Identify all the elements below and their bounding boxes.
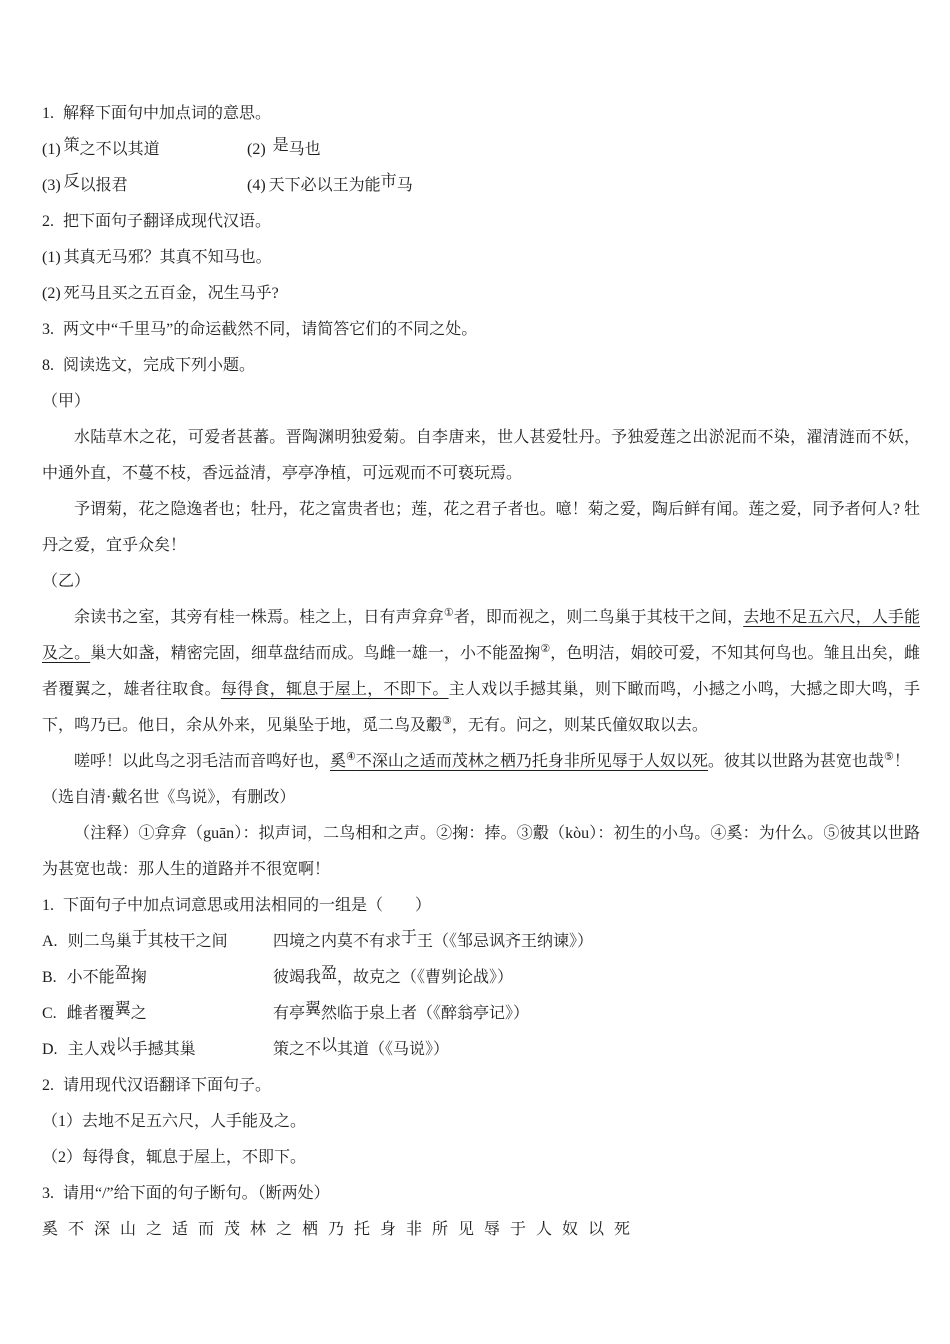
note-marker-3: ③ — [442, 715, 452, 727]
passage-source: （选自清·戴名世《鸟说》，有删改） — [42, 789, 296, 806]
item-number: （2） — [42, 1149, 83, 1166]
text-segment: ！ — [893, 753, 910, 770]
q1-item-1 — [42, 132, 247, 168]
phrase-segment: 以报君 — [79, 177, 128, 194]
underlined-sentence-2: 每得食，辄息于屋上，不即下。 — [220, 681, 449, 698]
item-number: (2) — [42, 285, 61, 302]
text-segment: 余读书之室，其旁有桂一株焉。桂之上，日有声弇弇 — [74, 609, 444, 626]
phrase-segment: 天下必以王为能 — [268, 177, 381, 194]
option-c-row — [42, 996, 920, 1032]
item-text: 每得食，辄息于屋上，不即下。 — [82, 1149, 307, 1166]
emphasized-char: 翼 — [305, 1001, 322, 1018]
text-segment: ，无有。问之，则某氏僮奴取以去。 — [451, 717, 708, 734]
text-segment: 嗟呼！以此鸟之羽毛洁而音鸣好也， — [74, 753, 331, 770]
yi-paragraph-1 — [42, 600, 920, 744]
phrase-segment: 有亭 — [273, 1005, 306, 1022]
emphasized-char: 盈 — [114, 965, 131, 982]
option-letter: B. — [42, 969, 57, 986]
phrase-segment: 四境之内莫不有求 — [273, 933, 402, 950]
sub-question-1 — [42, 888, 920, 924]
option-c-right — [273, 996, 920, 1032]
phrase-segment: 其枝干之间 — [147, 933, 228, 950]
option-a-row — [42, 924, 920, 960]
question-text: 阅读选文，完成下列小题。 — [63, 357, 256, 374]
item-number: (1) — [42, 249, 61, 266]
item-text: 其真无马邪？其真不知马也。 — [63, 249, 272, 266]
option-letter: A. — [42, 933, 58, 950]
option-a-right — [273, 924, 920, 960]
item-text: 去地不足五六尺，人手能及之。 — [82, 1113, 307, 1130]
punctuation-sentence: 奚不深山之适而茂林之栖乃托身非所见辱于人奴以死 — [42, 1221, 641, 1238]
sub-question-2 — [42, 1068, 920, 1104]
q1-item-3 — [42, 168, 247, 204]
emphasized-char: 反 — [63, 173, 80, 190]
sub-question-3 — [42, 1176, 920, 1212]
note-marker-4: ④ — [346, 751, 356, 763]
emphasized-char: 于 — [401, 929, 418, 946]
option-d-left — [42, 1032, 273, 1068]
text-segment: 巢大如盏，精密完固，细草盘结而成。鸟雌一雄一，小不能盈掬 — [90, 645, 541, 662]
question-text: 请用“/”给下面的句子断句。（断两处） — [63, 1185, 330, 1202]
passage-notes: （注释）①弇弇（guān）：拟声词，二鸟相和之声。②掬：捧。③鷇（kòu）：初生的小鸟。④奚：为什么。⑤彼其以世路为甚宽也哉：那人生的道路并不很宽啊！ — [42, 825, 920, 878]
option-b-row — [42, 960, 920, 996]
phrase-segment: 然临于泉上者（《醉翁亭记》） — [321, 1005, 530, 1022]
question-1 — [42, 96, 920, 132]
option-d-row — [42, 1032, 920, 1068]
q1-items-row-1 — [42, 132, 920, 168]
item-number: (3) — [42, 177, 61, 194]
jia-paragraph-2: 予谓菊，花之隐逸者也；牡丹，花之富贵者也；莲，花之君子者也。噫！菊之爱，陶后鲜有闻。莲之爱，同予者何人? 牡丹之爱，宜乎众矣！ — [42, 501, 920, 554]
passage-yi-label: （乙） — [42, 573, 91, 590]
emphasized-char: 是 — [272, 137, 289, 154]
emphasized-char: 翼 — [114, 1001, 131, 1018]
jia-paragraph-1: 水陆草木之花，可爱者甚蕃。晋陶渊明独爱菊。自李唐来，世人甚爱牡丹。予独爱莲之出淤泥而不染，濯清涟而不妖，中通外直，不蔓不枝，香远益清，亭亭净植，可远观而不可亵玩焉。 — [42, 429, 920, 482]
phrase-segment: 主人戏 — [67, 1041, 116, 1058]
q2-item-2 — [42, 276, 920, 312]
option-letter: C. — [42, 1005, 57, 1022]
question-3 — [42, 312, 920, 348]
text-segment: 不深山之适而茂林之栖乃托身非所见辱于人奴以死 — [355, 753, 708, 770]
sub-q2-item-1 — [42, 1104, 920, 1140]
phrase-segment: 掬 — [130, 969, 147, 986]
yi-paragraph-2 — [42, 744, 920, 780]
emphasized-char: 以 — [115, 1037, 132, 1054]
question-2 — [42, 204, 920, 240]
q1-item-2 — [247, 132, 920, 168]
phrase-segment: 之 — [130, 1005, 147, 1022]
text-segment: 者，即而视之，则二鸟巢于其枝干之间， — [453, 609, 744, 626]
question-8 — [42, 348, 920, 384]
note-marker-1: ① — [443, 607, 454, 619]
question-number: 2. — [42, 1077, 54, 1094]
option-d-right — [273, 1032, 920, 1068]
emphasized-char: 于 — [131, 929, 148, 946]
option-letter: D. — [42, 1041, 58, 1058]
note-marker-2: ② — [540, 643, 551, 655]
option-a-left — [42, 924, 273, 960]
emphasized-char: 市 — [380, 173, 397, 190]
q2-item-1 — [42, 240, 920, 276]
question-text: 两文中“千里马”的命运截然不同，请简答它们的不同之处。 — [63, 321, 478, 338]
question-number: 1. — [42, 897, 54, 914]
phrase-segment: 则二鸟巢 — [67, 933, 132, 950]
question-number: 3. — [42, 1185, 54, 1202]
phrase-segment: 王（《邹忌讽齐王纳谏》） — [417, 933, 594, 950]
item-number: (1) — [42, 141, 61, 158]
question-text: 下面句子中加点词意思或用法相同的一组是（ ） — [63, 897, 432, 914]
item-number: （1） — [42, 1113, 83, 1130]
underlined-sentence-1: 去地不足五六尺，人手能及之。 — [42, 609, 920, 662]
item-number: (4) — [247, 177, 266, 194]
text-segment: 。彼其以世路为甚宽也哉 — [707, 753, 884, 770]
item-text: 死马且买之五百金，况生马乎? — [63, 285, 279, 302]
q1-item-4 — [247, 168, 920, 204]
emphasized-char: 策 — [63, 137, 80, 154]
emphasized-char: 盈 — [321, 965, 338, 982]
phrase-segment: 之不以其道 — [79, 141, 160, 158]
option-b-right — [273, 960, 920, 996]
text-segment: 奚 — [330, 753, 347, 770]
text-segment: ，色明洁，娟皎可爱，不知其何鸟也。雏且出矣，雌者覆翼之，雄者往取食。 — [42, 645, 920, 698]
option-c-left — [42, 996, 273, 1032]
question-number: 1. — [42, 105, 54, 122]
sub-q2-item-2 — [42, 1140, 920, 1176]
emphasized-char: 以 — [321, 1037, 338, 1054]
question-number: 2. — [42, 213, 54, 230]
phrase-segment: 策之不 — [273, 1041, 322, 1058]
text-segment: 主人戏以手撼其巢，则下瞰而鸣，小撼之小鸣，大撼之即大鸣，手下，鸣乃已。他日，余从外来，见巢坠于地，觅二鸟及鷇 — [42, 681, 920, 734]
q1-items-row-2 — [42, 168, 920, 204]
question-number: 3. — [42, 321, 54, 338]
question-text: 请用现代汉语翻译下面句子。 — [63, 1077, 272, 1094]
phrase-segment: 雌者覆 — [66, 1005, 115, 1022]
option-b-left — [42, 960, 273, 996]
phrase-segment: 其道（《马说》） — [337, 1041, 450, 1058]
item-number: (2) — [247, 141, 266, 158]
question-number: 8. — [42, 357, 54, 374]
question-text: 解释下面句中加点词的意思。 — [63, 105, 272, 122]
phrase-segment: 彼竭我 — [273, 969, 322, 986]
underlined-sentence-3 — [330, 753, 708, 770]
phrase-segment: 手撼其巢 — [131, 1041, 196, 1058]
passage-jia-label: （甲） — [42, 393, 91, 410]
phrase-segment: 小不能 — [66, 969, 115, 986]
phrase-segment: 马也 — [288, 141, 321, 158]
phrase-segment: ，故克之（《曹刿论战》） — [337, 969, 514, 986]
question-text: 把下面句子翻译成现代汉语。 — [63, 213, 272, 230]
note-marker-5: ⑤ — [883, 751, 894, 763]
phrase-segment: 马 — [396, 177, 413, 194]
